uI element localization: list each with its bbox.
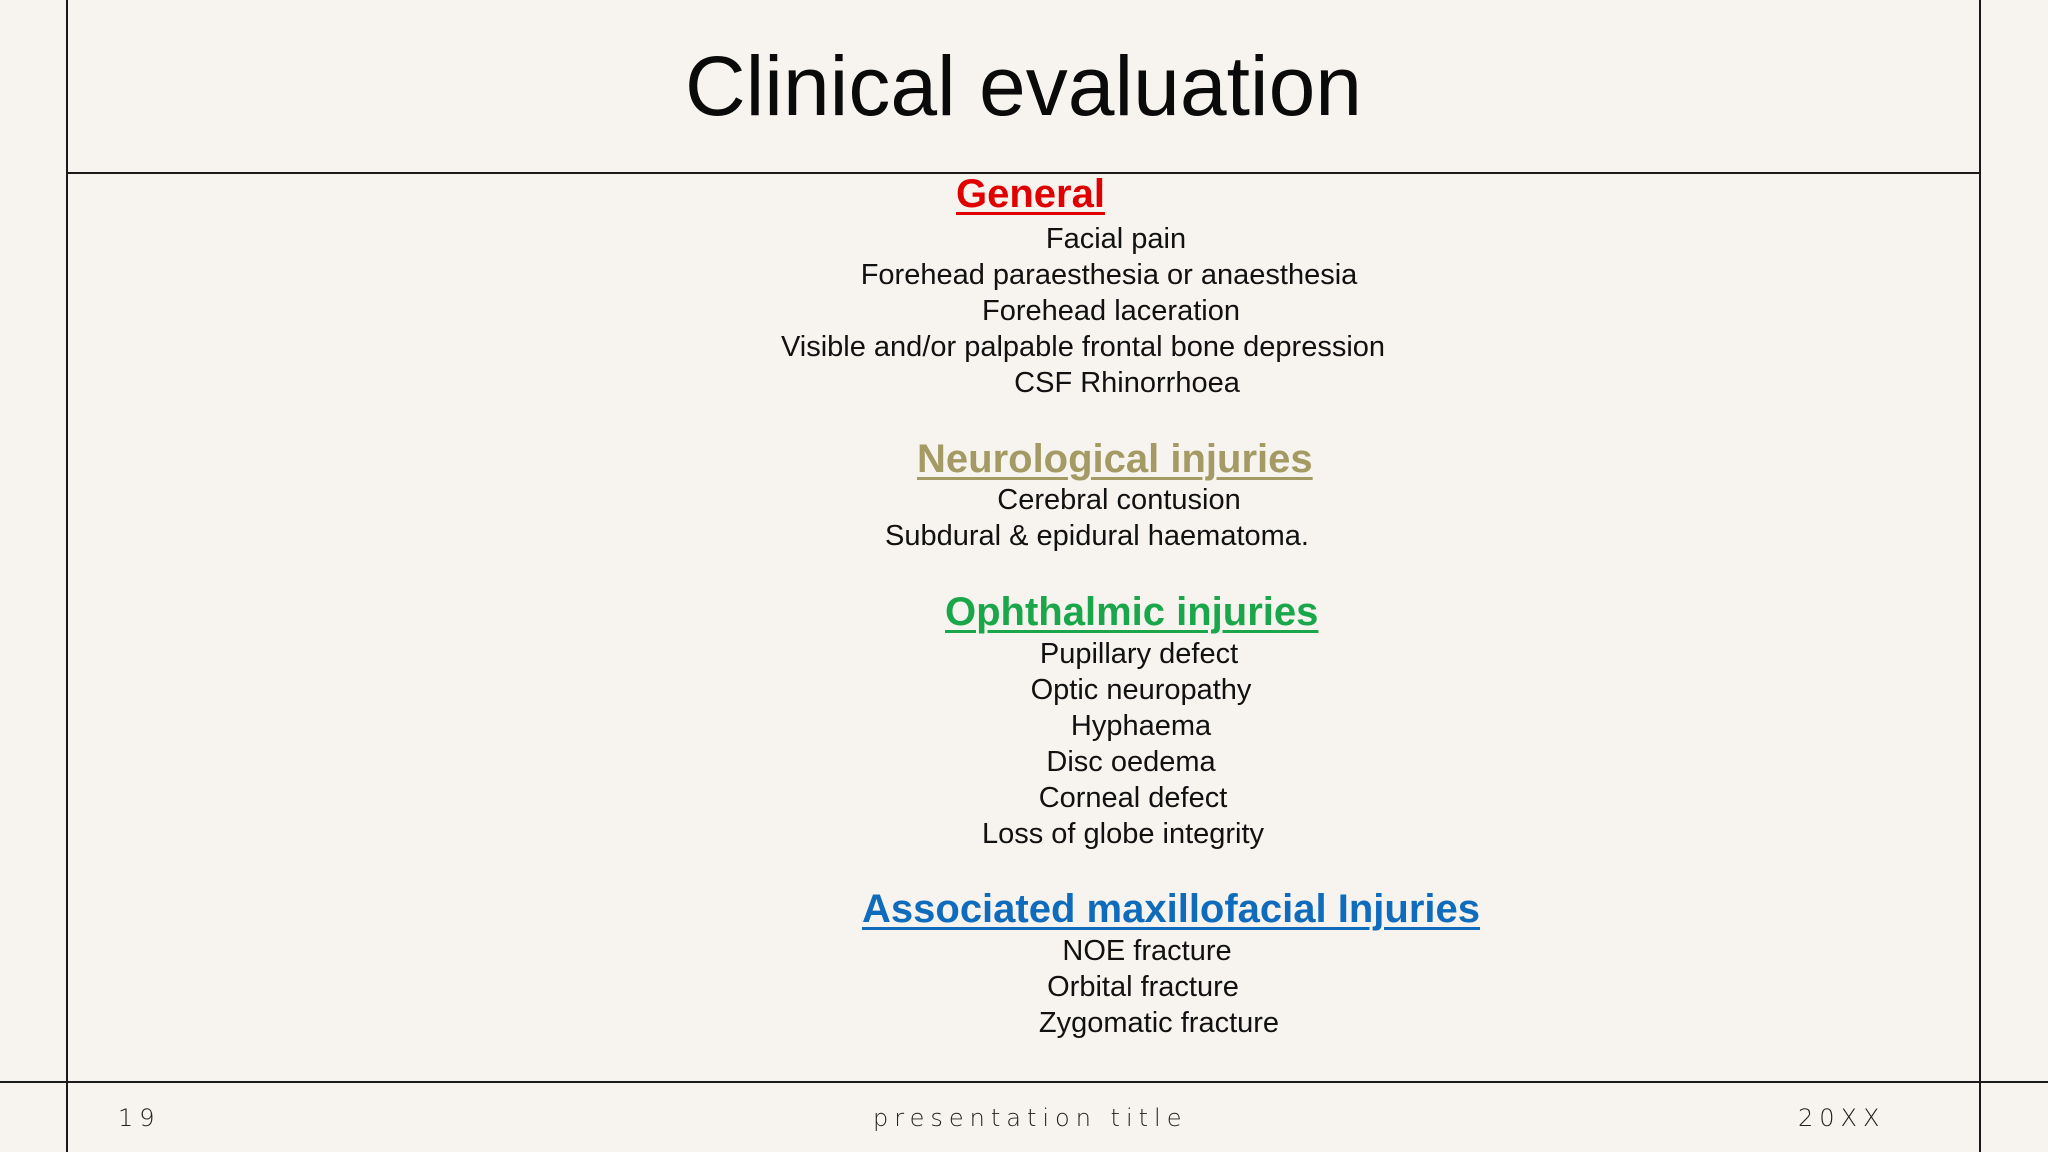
list-item: NOE fracture — [1062, 935, 1232, 967]
list-item: Subdural & epidural haematoma. — [885, 520, 1309, 552]
list-item: Pupillary defect — [1039, 638, 1239, 670]
list-item: Disc oedema — [1046, 746, 1216, 778]
list-item: Corneal defect — [1038, 782, 1228, 814]
list-item: Cerebral contusion — [997, 484, 1241, 516]
section-heading-maxillofacial: Associated maxillofacial Injuries — [862, 887, 1481, 931]
footer-presentation-title: presentation title — [873, 1104, 1188, 1132]
list-item: Zygomatic fracture — [1038, 1007, 1280, 1039]
footer-divider — [0, 1081, 2048, 1083]
page-number: 19 — [118, 1104, 161, 1132]
list-item: Hyphaema — [1070, 710, 1212, 742]
list-item: Forehead paraesthesia or anaesthesia — [860, 259, 1358, 291]
footer-year: 20XX — [1798, 1104, 1886, 1132]
list-item: Visible and/or palpable frontal bone depression — [780, 331, 1386, 363]
list-item: Loss of globe integrity — [981, 818, 1265, 850]
list-item: Orbital fracture — [1047, 971, 1239, 1003]
list-item: CSF Rhinorrhoea — [1014, 367, 1240, 399]
list-item: Facial pain — [1045, 223, 1187, 255]
slide-title: Clinical evaluation — [684, 39, 1363, 133]
list-item: Optic neuropathy — [1030, 674, 1252, 706]
section-heading-neurological: Neurological injuries — [917, 437, 1313, 481]
section-heading-ophthalmic: Ophthalmic injuries — [945, 590, 1319, 634]
section-heading-general: General — [956, 172, 1105, 216]
list-item: Forehead laceration — [982, 295, 1240, 327]
